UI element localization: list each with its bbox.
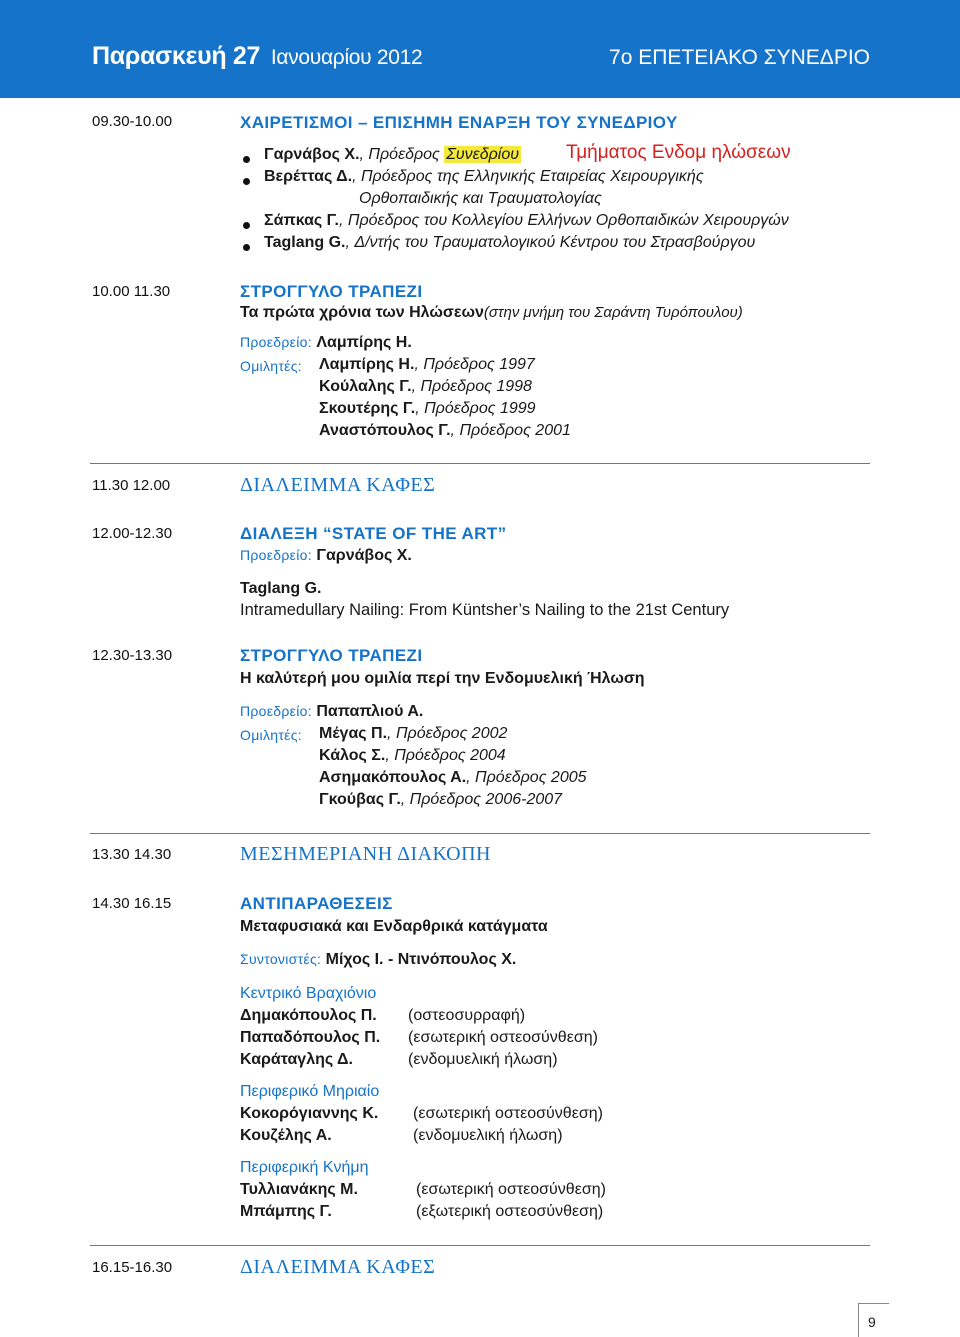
- group-title: Περιφερικό Μηριαίο: [240, 1083, 380, 1100]
- speaker-role: , Πρόεδρος 2004: [385, 747, 506, 764]
- session-time: 09.30-10.00: [92, 113, 173, 130]
- handwritten-note: Τμήματος Ενδομ ηλώσεων: [566, 142, 791, 163]
- session-title: ΔΙΑΛΕΙΜΜΑ ΚΑΦΕΣ: [240, 474, 436, 496]
- header-day-label: Παρασκευή 27: [92, 42, 261, 70]
- chair-line: [240, 334, 412, 352]
- bullet-icon: [243, 178, 250, 185]
- chair-label: Προεδρείο:: [240, 547, 312, 563]
- session-time: 12.00-12.30: [92, 525, 173, 542]
- session-subtitle: Η καλύτερή μου ομιλία περί την Ενδομυελική Ήλωση: [240, 670, 645, 687]
- speaker-line: [319, 725, 507, 743]
- session-time: 13.30 14.30: [92, 846, 172, 863]
- section-divider: [90, 1245, 870, 1246]
- chair-name: Γαρνάβος Χ.: [316, 547, 412, 564]
- coordinator-label: Συντονιστές:: [240, 951, 322, 967]
- speaker-name: Λαμπίρης Η.: [319, 356, 415, 373]
- chair-label: Προεδρείο:: [240, 703, 312, 719]
- welcome-line: [264, 168, 704, 186]
- debater-topic: (εσωτερική οστεοσύνθεση): [408, 1029, 598, 1046]
- speaker-role: , Πρόεδρος 2005: [466, 769, 587, 786]
- highlighted-text: Συνεδρίου: [446, 146, 520, 163]
- speaker-role: , Πρόεδρος 1997: [414, 356, 535, 373]
- debater-name: Μπάμπης Γ.: [240, 1203, 332, 1220]
- chair-line: [240, 547, 412, 565]
- debater-name: Καράταγλης Δ.: [240, 1051, 353, 1068]
- coordinator-names: Μίχος Ι. - Ντινόπουλος Χ.: [325, 951, 517, 968]
- header-day: [92, 42, 422, 71]
- speakers-label: Ομιλητές:: [240, 358, 302, 374]
- welcome-line: [264, 212, 789, 230]
- chair-line: [240, 703, 423, 721]
- debater-topic: (εξωτερική οστεοσύνθεση): [416, 1203, 604, 1220]
- debater-topic: (εσωτερική οστεοσύνθεση): [416, 1181, 606, 1198]
- speakers-label: Ομιλητές:: [240, 727, 302, 743]
- speaker-name: Κούλαλης Γ.: [319, 378, 412, 395]
- debater-name: Δημακόπουλος Π.: [240, 1007, 377, 1024]
- person-role: , Δ/ντής του Τραυματολογικού Κέντρου του Στρασβούργου: [345, 234, 756, 251]
- speaker-line: [319, 400, 536, 418]
- person-name: Γαρνάβος Χ.: [264, 146, 360, 163]
- speaker-name: Κάλος Σ.: [319, 747, 386, 764]
- speaker-line: [319, 747, 506, 765]
- speaker-name: Αναστόπουλος Γ.: [319, 422, 451, 439]
- talk-title: Intramedullary Nailing: From Küntsher’s Nailing to the 21st Century: [240, 601, 730, 619]
- speaker-role: , Πρόεδρος 2001: [450, 422, 571, 439]
- speaker-line: [319, 769, 587, 787]
- session-title: ΣΤΡΟΓΓΥΛΟ ΤΡΑΠΕΖΙ: [240, 646, 423, 665]
- session-title: ΜΕΣΗΜΕΡΙΑΝΗ ΔΙΑΚΟΠΗ: [240, 843, 491, 865]
- speaker-name: Ασημακόπουλος Α.: [319, 769, 467, 786]
- person-name: Taglang G.: [264, 234, 346, 251]
- welcome-line: [264, 234, 755, 252]
- debater-topic: (εσωτερική οστεοσύνθεση): [413, 1105, 603, 1122]
- session-subtitle: Μεταφυσιακά και Ενδαρθρικά κατάγματα: [240, 918, 548, 935]
- person-name: Βερέττας Δ.: [264, 168, 353, 185]
- coordinator-line: [240, 951, 516, 969]
- speaker-line: [319, 378, 532, 396]
- chair-name: Λαμπίρης Η.: [316, 334, 412, 351]
- person-name: Σάπκας Γ.: [264, 212, 339, 229]
- speaker-line: [319, 422, 571, 440]
- person-role-continued: Ορθοπαιδικής και Τραυματολογίας: [359, 190, 602, 207]
- person-role: , Πρόεδρος: [359, 146, 445, 163]
- debater-name: Κουζέλης Α.: [240, 1127, 332, 1144]
- page-number: 9: [868, 1314, 876, 1330]
- group-title: Περιφερική Κνήμη: [240, 1159, 369, 1176]
- speaker-line: [319, 356, 535, 374]
- session-subtitle: [240, 304, 743, 322]
- person-role: , Πρόεδρος του Κολλεγίου Ελλήνων Ορθοπαιδικών Χειρουργών: [338, 212, 789, 229]
- session-title: ΣΤΡΟΓΓΥΛΟ ΤΡΑΠΕΖΙ: [240, 282, 423, 301]
- speaker-name: Γκούβας Γ.: [319, 791, 401, 808]
- session-title: ΔΙΑΛΕΞΗ “STATE OF THE ART”: [240, 524, 507, 543]
- debater-name: Τυλλιανάκης Μ.: [240, 1181, 358, 1198]
- session-title: ΑΝΤΙΠΑΡΑΘΕΣΕΙΣ: [240, 894, 393, 913]
- debater-name: Κοκορόγιαννης Κ.: [240, 1105, 379, 1122]
- debater-name: Παπαδόπουλος Π.: [240, 1029, 381, 1046]
- speaker-role: , Πρόεδρος 2002: [387, 725, 508, 742]
- section-divider: [90, 463, 870, 464]
- chair-label: Προεδρείο:: [240, 334, 312, 350]
- session-time: 11.30 12.00: [92, 477, 171, 494]
- speaker-name: Σκουτέρης Γ.: [319, 400, 416, 417]
- debater-topic: (ενδομυελική ήλωση): [413, 1127, 563, 1144]
- speaker-line: [319, 791, 562, 809]
- subtitle-text: Τα πρώτα χρόνια των Ηλώσεων: [240, 304, 484, 321]
- speaker-name: Μέγας Π.: [319, 725, 388, 742]
- section-divider: [90, 833, 870, 834]
- header-conference: 7ο ΕΠΕΤΕΙΑΚΟ ΣΥΝΕΔΡΙΟ: [609, 46, 870, 69]
- speaker-role: , Πρόεδρος 1998: [411, 378, 532, 395]
- chair-name: Παπαπλιού Α.: [316, 703, 424, 720]
- page-header: [0, 0, 960, 98]
- speaker-role: , Πρόεδρος 1999: [415, 400, 536, 417]
- session-title: ΔΙΑΛΕΙΜΜΑ ΚΑΦΕΣ: [240, 1256, 436, 1278]
- session-time: 10.00 11.30: [92, 283, 171, 300]
- debater-topic: (ενδομυελική ήλωση): [408, 1051, 558, 1068]
- bullet-icon: [243, 244, 250, 251]
- subtitle-note: (στην μνήμη του Σαράντη Τυρόπουλου): [483, 304, 743, 321]
- bullet-icon: [243, 156, 250, 163]
- speaker-name: Taglang G.: [240, 580, 322, 597]
- speaker-role: , Πρόεδρος 2006-2007: [400, 791, 563, 808]
- person-role: , Πρόεδρος της Ελληνικής Εταιρείας Χειρουργικής: [352, 168, 704, 185]
- session-time: 12.30-13.30: [92, 647, 173, 664]
- group-title: Κεντρικό Βραχιόνιο: [240, 985, 377, 1002]
- bullet-icon: [243, 222, 250, 229]
- session-time: 14.30 16.15: [92, 895, 172, 912]
- session-title: ΧΑΙΡΕΤΙΣΜΟΙ – ΕΠΙΣΗΜΗ ΕΝΑΡΞΗ ΤΟΥ ΣΥΝΕΔΡΙΟΥ: [240, 113, 678, 132]
- header-date: Ιανουαρίου 2012: [270, 46, 423, 69]
- session-time: 16.15-16.30: [92, 1259, 173, 1276]
- debater-topic: (οστεοσυρραφή): [408, 1007, 526, 1024]
- welcome-line: [264, 146, 521, 164]
